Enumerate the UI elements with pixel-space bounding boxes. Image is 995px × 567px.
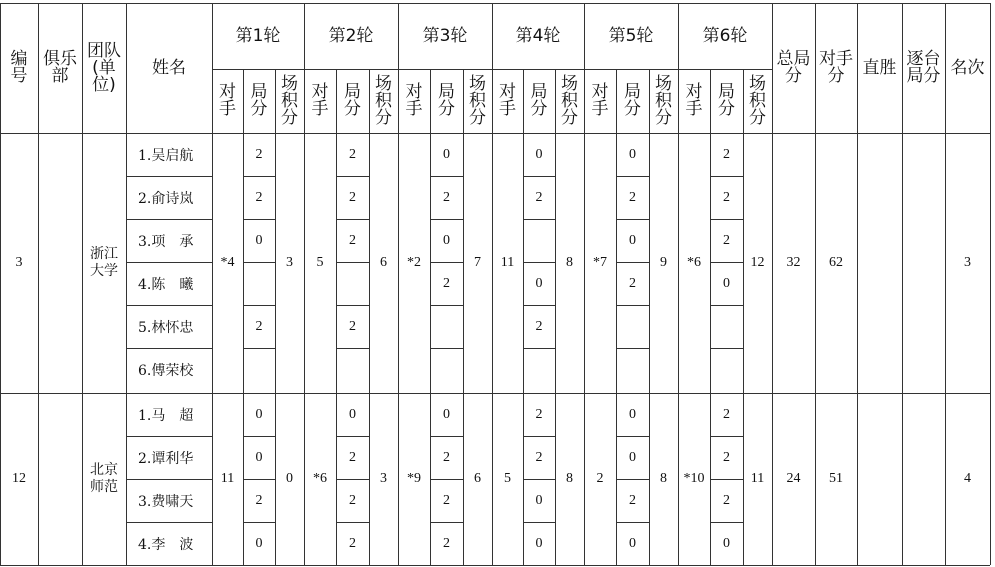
board-game-score bbox=[336, 348, 369, 391]
round-header: 第5轮 bbox=[608, 25, 654, 46]
grid-line bbox=[243, 262, 275, 263]
grid-line bbox=[710, 219, 743, 220]
total-game-score: 32 bbox=[786, 255, 801, 270]
grid-line bbox=[616, 522, 649, 523]
board-game-score bbox=[243, 262, 275, 305]
round-match-points: 11 bbox=[750, 471, 765, 486]
grid-line bbox=[336, 262, 369, 263]
grid-line bbox=[126, 176, 212, 177]
board-game-score: 0 bbox=[443, 232, 450, 248]
round-match-points: 6 bbox=[474, 471, 481, 486]
grid-line bbox=[243, 436, 275, 437]
game-score-subheader: 局 分 bbox=[344, 82, 361, 119]
opponent-score: 51 bbox=[829, 471, 843, 486]
name-header: 姓名 bbox=[152, 57, 186, 78]
round-opponent: 2 bbox=[596, 471, 604, 486]
grid-line bbox=[523, 262, 555, 263]
team-number: 12 bbox=[12, 471, 26, 486]
team-header: 团队 (单 位) bbox=[87, 40, 121, 95]
board-score bbox=[902, 393, 945, 565]
board-game-score bbox=[243, 348, 275, 391]
round-header: 第6轮 bbox=[702, 25, 748, 46]
board-game-score: 2 bbox=[443, 535, 450, 551]
match-points-subheader: 场 积 分 bbox=[655, 73, 672, 128]
grid-line bbox=[126, 262, 212, 263]
round-match-points: 8 bbox=[566, 471, 573, 486]
grid-line bbox=[243, 479, 275, 480]
grid-line bbox=[523, 305, 555, 306]
board-game-score: 2 bbox=[255, 492, 263, 508]
rank: 3 bbox=[964, 255, 971, 270]
player-name: 5.林怀忠 bbox=[138, 319, 194, 336]
round-header: 第1轮 bbox=[235, 25, 281, 46]
grid-line bbox=[710, 436, 743, 437]
direct-win bbox=[857, 393, 902, 565]
opponent-subheader: 对 手 bbox=[499, 82, 516, 119]
player-name: 3.项 承 bbox=[138, 233, 194, 250]
grid-line bbox=[710, 348, 743, 349]
round-match-points: 9 bbox=[660, 255, 667, 270]
direct-win-header: 直胜 bbox=[862, 57, 897, 78]
rank: 4 bbox=[964, 471, 971, 486]
grid-line bbox=[336, 348, 369, 349]
board-game-score: 0 bbox=[723, 535, 730, 551]
match-points-subheader: 场 积 分 bbox=[749, 73, 766, 128]
opponent-subheader: 对 手 bbox=[311, 82, 329, 119]
board-game-score: 0 bbox=[255, 406, 263, 422]
round-opponent: *9 bbox=[407, 471, 421, 486]
grid-line bbox=[430, 305, 463, 306]
team-name: 北京 师范 bbox=[90, 462, 118, 495]
match-points-subheader: 场 积 分 bbox=[375, 73, 392, 128]
grid-line bbox=[126, 522, 212, 523]
board-game-score bbox=[523, 219, 555, 262]
round-opponent: *7 bbox=[593, 255, 607, 270]
player-name: 1.吴启航 bbox=[138, 147, 194, 164]
grid-line bbox=[616, 305, 649, 306]
grid-line bbox=[523, 479, 555, 480]
grid-line bbox=[243, 305, 275, 306]
board-game-score: 2 bbox=[629, 492, 636, 508]
board-game-score: 0 bbox=[255, 449, 263, 465]
board-game-score: 0 bbox=[629, 232, 636, 248]
round-match-points: 8 bbox=[660, 471, 667, 486]
board-game-score: 2 bbox=[349, 492, 356, 508]
round-header: 第3轮 bbox=[422, 25, 468, 46]
grid-line bbox=[430, 522, 463, 523]
round-match-points: 8 bbox=[566, 255, 573, 270]
board-game-score: 2 bbox=[255, 146, 263, 162]
grid-line bbox=[126, 219, 212, 220]
board-game-score bbox=[430, 348, 463, 391]
opponent-subheader: 对 手 bbox=[591, 82, 609, 119]
game-score-subheader: 局 分 bbox=[624, 82, 641, 119]
grid-line bbox=[336, 436, 369, 437]
board-game-score: 0 bbox=[723, 275, 730, 291]
game-score-subheader: 局 分 bbox=[718, 82, 735, 119]
board-game-score: 2 bbox=[535, 449, 543, 465]
board-game-score: 2 bbox=[349, 535, 356, 551]
board-game-score: 0 bbox=[535, 535, 543, 551]
match-points-subheader: 场 积 分 bbox=[281, 73, 298, 128]
grid-line bbox=[0, 565, 990, 566]
round-opponent: *6 bbox=[687, 255, 701, 270]
total-game-score: 24 bbox=[786, 471, 801, 486]
board-score-header: 逐台 局分 bbox=[906, 49, 941, 86]
grid-line bbox=[710, 305, 743, 306]
grid-line bbox=[336, 219, 369, 220]
player-name: 1.马 超 bbox=[138, 407, 194, 424]
match-points-subheader: 场 积 分 bbox=[469, 73, 486, 128]
grid-line bbox=[990, 3, 991, 565]
board-game-score: 0 bbox=[443, 146, 450, 162]
board-game-score: 2 bbox=[629, 189, 636, 205]
round-opponent: 11 bbox=[220, 471, 235, 486]
round-match-points: 12 bbox=[750, 255, 765, 270]
board-game-score: 2 bbox=[443, 449, 450, 465]
round-opponent: *6 bbox=[313, 471, 327, 486]
board-game-score: 2 bbox=[535, 189, 543, 205]
team-club bbox=[38, 393, 82, 565]
grid-line bbox=[523, 436, 555, 437]
board-game-score: 0 bbox=[535, 146, 543, 162]
board-game-score: 2 bbox=[723, 449, 730, 465]
board-game-score: 2 bbox=[443, 189, 450, 205]
player-name: 6.傅荣校 bbox=[138, 362, 194, 379]
board-game-score: 2 bbox=[255, 189, 263, 205]
grid-line bbox=[710, 262, 743, 263]
round-opponent: 5 bbox=[504, 471, 511, 486]
grid-line bbox=[430, 262, 463, 263]
game-score-subheader: 局 分 bbox=[530, 82, 548, 119]
board-game-score: 0 bbox=[255, 535, 263, 551]
board-game-score: 0 bbox=[255, 232, 263, 248]
board-game-score bbox=[710, 305, 743, 348]
game-score-subheader: 局 分 bbox=[438, 82, 455, 119]
round-opponent: 5 bbox=[316, 255, 324, 270]
round-match-points: 3 bbox=[380, 471, 387, 486]
board-game-score: 2 bbox=[255, 318, 263, 334]
grid-line bbox=[243, 176, 275, 177]
grid-line bbox=[616, 479, 649, 480]
board-game-score: 0 bbox=[629, 535, 636, 551]
board-game-score: 0 bbox=[535, 492, 543, 508]
grid-line bbox=[616, 262, 649, 263]
grid-line bbox=[523, 522, 555, 523]
opponent-subheader: 对 手 bbox=[685, 82, 703, 119]
board-game-score: 0 bbox=[629, 146, 636, 162]
board-game-score: 2 bbox=[349, 232, 356, 248]
grid-line bbox=[616, 219, 649, 220]
grid-line bbox=[243, 522, 275, 523]
board-game-score: 0 bbox=[443, 406, 450, 422]
grid-line bbox=[243, 348, 275, 349]
player-name: 4.陈 曦 bbox=[138, 276, 194, 293]
round-match-points: 7 bbox=[474, 255, 481, 270]
board-game-score: 0 bbox=[629, 406, 636, 422]
grid-line bbox=[430, 176, 463, 177]
board-game-score: 2 bbox=[629, 275, 636, 291]
board-game-score: 2 bbox=[535, 406, 543, 422]
board-game-score bbox=[523, 348, 555, 391]
number-header: 编 号 bbox=[10, 49, 28, 86]
grid-line bbox=[710, 479, 743, 480]
board-game-score: 2 bbox=[443, 275, 450, 291]
grid-line bbox=[710, 522, 743, 523]
grid-line bbox=[336, 522, 369, 523]
board-game-score: 2 bbox=[535, 318, 543, 334]
player-name: 2.俞诗岚 bbox=[138, 190, 194, 207]
grid-line bbox=[710, 176, 743, 177]
grid-line bbox=[243, 219, 275, 220]
board-game-score: 2 bbox=[443, 492, 450, 508]
board-game-score: 0 bbox=[629, 449, 636, 465]
team-club bbox=[38, 133, 82, 393]
grid-line bbox=[336, 305, 369, 306]
grid-line bbox=[523, 348, 555, 349]
grid-line bbox=[430, 436, 463, 437]
grid-line bbox=[336, 176, 369, 177]
grid-line bbox=[126, 305, 212, 306]
opponent-score-header: 对手 分 bbox=[819, 49, 853, 86]
board-game-score: 2 bbox=[349, 146, 356, 162]
board-game-score bbox=[616, 348, 649, 391]
game-score-subheader: 局 分 bbox=[250, 82, 268, 119]
round-match-points: 3 bbox=[286, 255, 293, 270]
total-game-header: 总局 分 bbox=[776, 49, 811, 86]
club-header: 俱乐 部 bbox=[43, 49, 77, 86]
board-game-score bbox=[616, 305, 649, 348]
board-game-score bbox=[710, 348, 743, 391]
opponent-subheader: 对 手 bbox=[219, 82, 236, 119]
board-game-score: 2 bbox=[723, 492, 730, 508]
round-match-points: 0 bbox=[286, 471, 293, 486]
board-game-score: 2 bbox=[349, 318, 356, 334]
round-header: 第2轮 bbox=[328, 25, 374, 46]
grid-line bbox=[126, 348, 212, 349]
direct-win bbox=[857, 133, 902, 393]
grid-line bbox=[430, 348, 463, 349]
round-match-points: 6 bbox=[380, 255, 387, 270]
team-name: 浙江 大学 bbox=[90, 246, 118, 279]
grid-line bbox=[616, 176, 649, 177]
board-game-score: 2 bbox=[723, 146, 730, 162]
rank-header: 名次 bbox=[950, 57, 985, 78]
grid-line bbox=[616, 348, 649, 349]
board-game-score: 0 bbox=[349, 406, 356, 422]
opponent-subheader: 对 手 bbox=[405, 82, 423, 119]
player-name: 2.谭利华 bbox=[138, 450, 194, 467]
team-number: 3 bbox=[15, 255, 23, 270]
round-opponent: *10 bbox=[683, 471, 705, 486]
grid-line bbox=[336, 479, 369, 480]
grid-line bbox=[430, 479, 463, 480]
board-game-score: 2 bbox=[723, 232, 730, 248]
board-game-score: 2 bbox=[723, 189, 730, 205]
board-game-score: 0 bbox=[535, 275, 543, 291]
board-game-score: 2 bbox=[349, 449, 356, 465]
board-game-score: 2 bbox=[723, 406, 730, 422]
board-game-score bbox=[430, 305, 463, 348]
round-opponent: *4 bbox=[220, 255, 235, 270]
opponent-score: 62 bbox=[829, 255, 843, 270]
grid-line bbox=[523, 176, 555, 177]
match-points-subheader: 场 积 分 bbox=[561, 73, 578, 128]
grid-line bbox=[616, 436, 649, 437]
grid-line bbox=[430, 219, 463, 220]
board-score bbox=[902, 133, 945, 393]
grid-line bbox=[523, 219, 555, 220]
board-game-score: 2 bbox=[349, 189, 356, 205]
grid-line bbox=[126, 436, 212, 437]
round-opponent: 11 bbox=[500, 255, 515, 270]
board-game-score bbox=[336, 262, 369, 305]
player-name: 4.李 波 bbox=[138, 536, 194, 553]
grid-line bbox=[126, 479, 212, 480]
round-opponent: *2 bbox=[407, 255, 421, 270]
round-header: 第4轮 bbox=[515, 25, 561, 46]
player-name: 3.费啸天 bbox=[138, 493, 194, 510]
